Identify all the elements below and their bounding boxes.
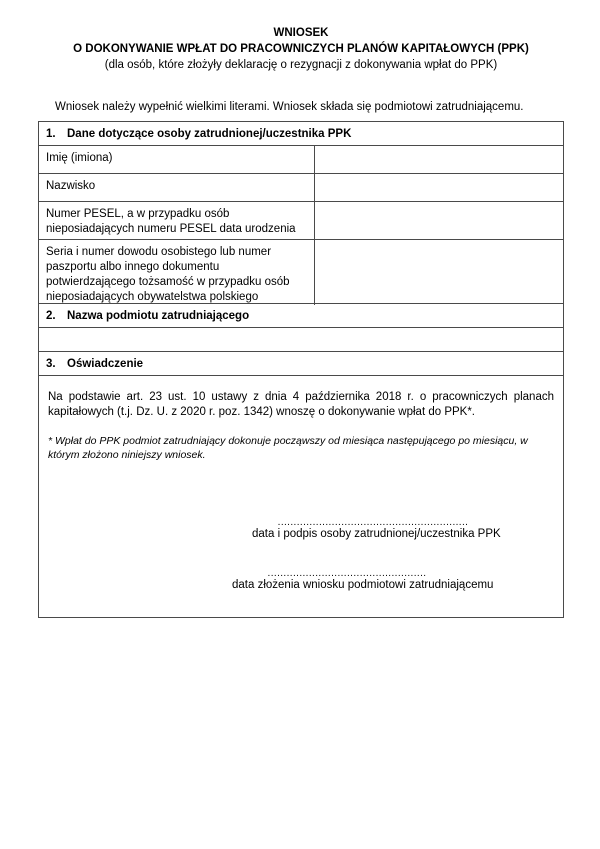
section-3-header bbox=[39, 352, 563, 376]
section-3-number: 3. bbox=[46, 357, 56, 370]
table-row bbox=[39, 240, 563, 304]
section-1-header bbox=[39, 122, 563, 146]
signature-block-participant bbox=[252, 518, 501, 542]
submission-date-dotted-line: .................................................. bbox=[267, 569, 427, 578]
section-3-title: Oświadczenie bbox=[67, 357, 144, 370]
table-row bbox=[39, 202, 563, 240]
declaration-text: Na podstawie art. 23 ust. 10 ustawy z dnia 4 października 2018 r. o pracowniczych planach kapitałowych (t.j. Dz. U. z 2020 r. poz. 1342) wnoszę o dokonywanie wpłat do PPK*. bbox=[48, 391, 554, 418]
table-row bbox=[39, 146, 563, 174]
signature-block-submission-date bbox=[232, 569, 494, 593]
table-row bbox=[39, 174, 563, 202]
field-label-id-document: Seria i numer dowodu osobistego lub numer paszportu albo innego dokumentu potwierdzającego tożsamość w przypadku osób nieposiadających obywatelstwa polskiego bbox=[39, 240, 315, 305]
statement-area bbox=[39, 376, 563, 617]
section-2-number: 2. bbox=[46, 309, 56, 322]
signature-dotted-line: ............................................................ bbox=[277, 518, 469, 527]
section-1-number: 1. bbox=[46, 127, 56, 140]
section-2-title: Nazwa podmiotu zatrudniającego bbox=[67, 309, 250, 322]
document-title bbox=[38, 25, 564, 73]
form-table bbox=[38, 121, 564, 618]
field-label-pesel: Numer PESEL, a w przypadku osób nieposiadających numeru PESEL data urodzenia bbox=[39, 202, 315, 239]
field-value-pesel bbox=[315, 202, 563, 239]
title-line-2: O DOKONYWANIE WPŁAT DO PRACOWNICZYCH PLANÓW KAPITAŁOWYCH (PPK) bbox=[73, 43, 529, 55]
field-value-id-document bbox=[315, 240, 563, 305]
field-value-last-name bbox=[315, 174, 563, 201]
field-label-last-name: Nazwisko bbox=[39, 174, 315, 201]
title-line-1: WNIOSEK bbox=[273, 27, 329, 39]
signature-label-submission-date: data złożenia wniosku podmiotowi zatrudniającemu bbox=[232, 579, 494, 591]
field-label-first-name: Imię (imiona) bbox=[39, 146, 315, 173]
section-1-title: Dane dotyczące osoby zatrudnionej/uczestnika PPK bbox=[67, 127, 352, 140]
intro-instruction: Wniosek należy wypełnić wielkimi literami. Wniosek składa się podmiotowi zatrudniającemu. bbox=[55, 101, 524, 113]
footnote-text: * Wpłat do PPK podmiot zatrudniający dokonuje począwszy od miesiąca następującego po miesiącu, w którym złożono niniejszy wniosek. bbox=[48, 435, 528, 461]
field-value-employer-name bbox=[39, 328, 563, 352]
title-line-3: (dla osób, które złożyły deklarację o rezygnacji z dokonywania wpłat do PPK) bbox=[104, 59, 498, 71]
signature-label-participant: data i podpis osoby zatrudnionej/uczestnika PPK bbox=[252, 528, 501, 540]
field-value-first-name bbox=[315, 146, 563, 173]
section-2-header bbox=[39, 304, 563, 328]
